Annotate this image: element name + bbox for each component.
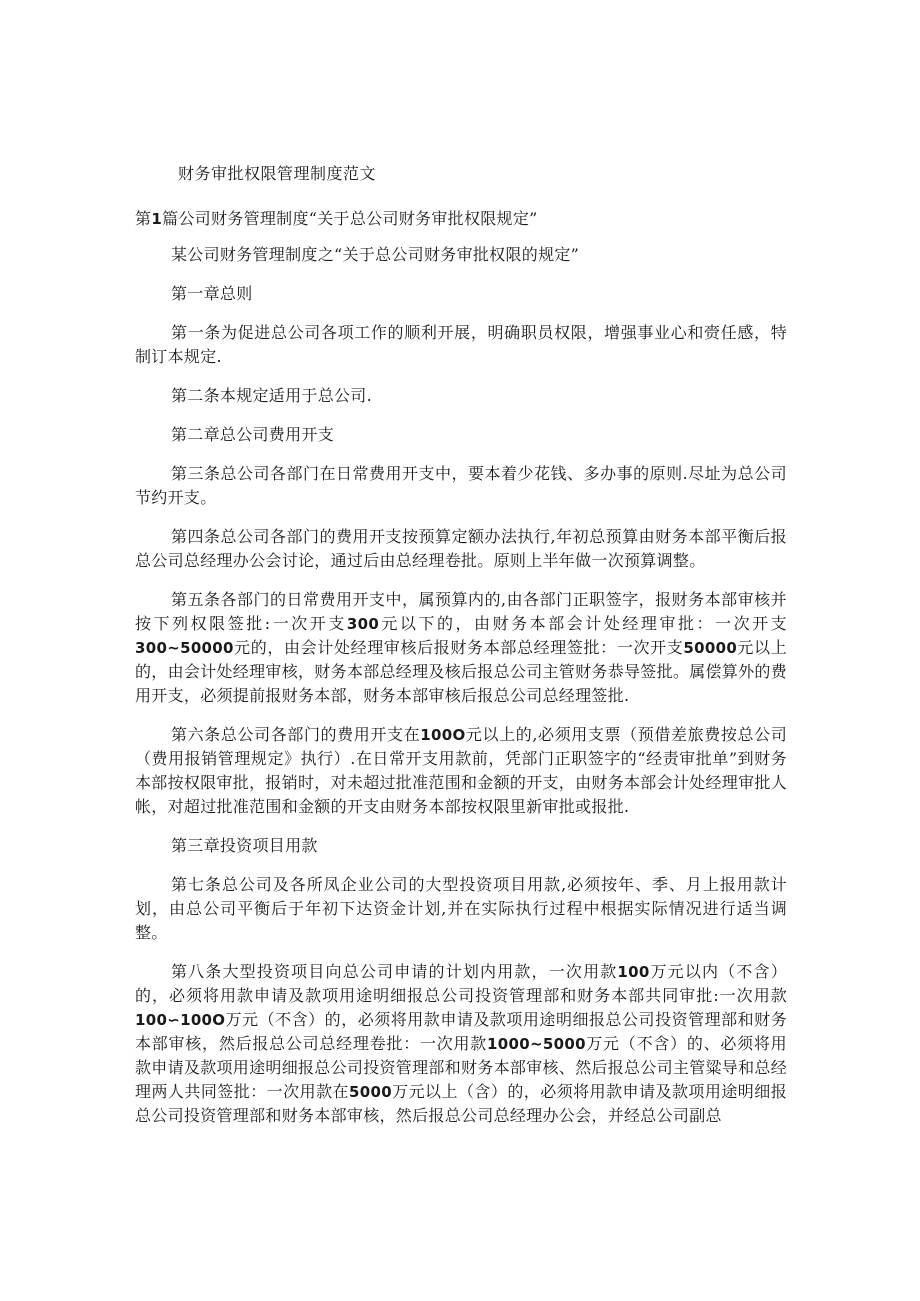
article-5-amount-1: 300 [346,615,380,633]
article-5-amount-3: 50000 [683,639,738,657]
article-1: 第一条为促进总公司各项工作的顺利开展，明确职员权限，增强事业心和赍任感，特制订本规定. [135,323,787,366]
article-6-text-1: 第六条总公司各部门的费用开支在 [171,725,421,744]
chapter-2-heading: 第二章总公司费用开支 [171,425,335,444]
article-5-amount-2: 300~50000 [135,639,234,657]
article-8-amount-3: 1000~5000 [487,1035,586,1053]
subtitle-prefix: 第 [135,209,152,228]
document-title: 财务审批权限管理制度范文 [178,164,377,183]
article-6 [135,723,787,819]
subtitle-text: 篇公司财务管理制度“关于总公司财务审批权限规定” [162,209,538,228]
article-8-amount-4: 5000 [349,1083,392,1101]
article-8 [135,960,787,1128]
article-5-text-2: 元以下的，由财务本部会计处经理审批：一次开支 [379,614,787,633]
article-2: 第二条本规定适用于总公司. [171,386,372,405]
paragraph-heading-regulation: 某公司财务管理制度之“关于总公司财务审批权限的规定” [171,245,580,264]
article-8-amount-1: 100 [617,963,650,981]
chapter-1-heading: 第一章总则 [171,284,253,303]
article-6-text-2: 元以上的,必须用支票（预借差旅费按总公司（费用报销管理规定》执行）.在日常开支用款前，凭部门正职签字的“经责审批单”到财务本部按权限审批，报销时，对未超过批准范围和金额的开支，由财务本部会计处经理审批人帐，对超过批准范围和金额的开支由财务本部按权限里新审批或报批. [135,725,788,816]
article-8-text-3: 万元（不含）的，必须将用款申请及款项用途明细报总公司投资管理部和财务本部审核，然后报总公司总经理卷批：一次用款 [135,1010,787,1053]
article-8-text-4: 万元（不含）的、必须将用款申请及款项用途明细报总公司投资管理部和财务本部审核、然后报总公司主管粱导和总经理两人共同签批：一次用款在 [135,1034,788,1101]
chapter-3-heading: 第三章投资项目用款 [171,836,318,855]
article-8-text-5: 万元以上（含）的，必须将用款申请及款项用途明细报总公司投资管理部和财务本部审核，然后报总公司总经理办公会，并经总公司副总 [135,1082,788,1125]
article-5-text-4: 元以上的，由会计处经理审核，财务本部总经理及核后报总公司主管财务恭导签批。属偿算外的费用开支，必须提前报财务本部，财务本部审核后报总公司总经理签批. [135,638,788,705]
article-6-amount-1: 100O [420,726,466,744]
document-body [135,243,787,1143]
article-8-amount-2: 100∽100O [135,1011,226,1029]
article-5-text-1: 第五条各部门的日常费用开支中，属预算内的,由各部门正职签字，报财务本部审核并按下列权限签批:一次开支 [135,590,787,633]
document-subtitle [135,206,538,229]
article-8-text-1: 第八条大型投资项目向总公司申请的计划内用款，一次用款 [171,962,618,981]
article-4: 第四条总公司各部门的费用开支按预算定额办法执行,年初总预算由财务本部平衡后报总公司总经理办公会讨论，通过后由总经理卷批。原则上半年做一次预算调整。 [135,527,787,570]
article-8-text-2: 万元以内（不含）的，必须将用款申请及款项用途明细报总公司投资管理部和财务本部共同审批:一次用款 [135,962,787,1005]
article-5-text-3: 元的，由会计处经理审核后报财务本部总经理签批：一次开支 [233,638,684,657]
article-5 [135,588,787,708]
article-3: 第三条总公司各部门在日常费用开支中，要本着少花钱、多办事的原则.尽址为总公司节约开支。 [135,464,787,507]
article-7: 第七条总公司及各所凤企业公司的大型投资项目用款,必须按年、季、月上报用款计划，由总公司平衡后于年初下达资金计划,并在实际执行过程中根据实际情况进行适当调整。 [135,875,787,942]
subtitle-number: 1 [151,210,163,228]
